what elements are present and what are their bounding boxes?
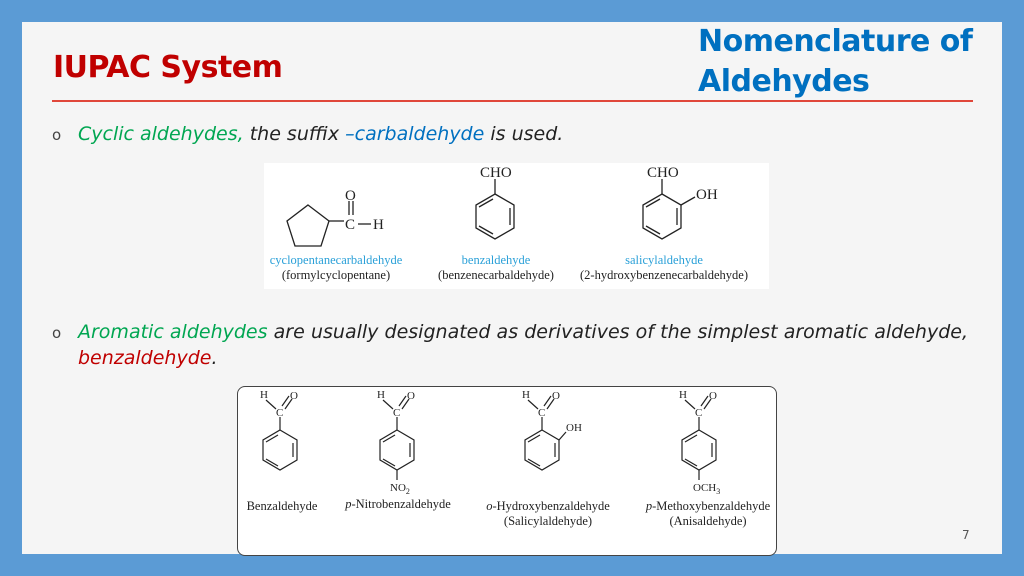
benzaldehyde-ring [263,430,297,470]
compound-name: cyclopentanecarbaldehyde [269,253,403,267]
compound-alt-name: (2-hydroxybenzenecarbaldehyde) [580,268,748,282]
cyclic-aldehydes-figure [264,163,769,289]
compound-alt-name: (Salicylaldehyde) [503,514,593,528]
compound-name: p-Nitrobenzaldehyde [345,497,451,511]
title-divider [52,100,973,102]
bullet-cyclic-aldehydes [52,123,563,145]
bullet-marker: o [52,324,62,342]
compound-alt-name: (formylcyclopentane) [281,268,391,282]
cyclopentane-ring [287,205,329,246]
methoxybenzaldehyde-ring [682,430,716,470]
slide [22,22,1002,554]
compound-name: o-Hydroxybenzaldehyde [486,499,610,513]
cyclic-aldehydes-structures [264,163,769,289]
atom-label: O [552,390,560,402]
bullet-text: are usually designated as derivatives of the simplest aromatic aldehyde, [267,321,968,343]
atom-label: OH [566,422,582,434]
atom-label: C [393,407,401,419]
term-aromatic-aldehydes: Aromatic aldehydes [78,321,268,343]
term-benzaldehyde: benzaldehyde [78,347,212,369]
hydroxybenzaldehyde-ring [525,430,559,470]
atom-label: C [695,407,703,419]
compound-alt-name: (benzenecarbaldehyde) [438,268,554,282]
slide-title-line2: Aldehydes [698,64,870,99]
atom-label: C [345,217,356,233]
compound-name: benzaldehyde [461,253,531,267]
section-title: IUPAC System [53,50,283,85]
atom-label: OH [696,187,718,203]
compound-name: salicylaldehyde [625,253,703,267]
slide-title [698,22,998,102]
atom-label: H [522,389,530,401]
compound-alt-name: (Anisaldehyde) [669,514,747,528]
compound-name: Benzaldehyde [246,499,318,513]
suffix-term: –carbaldehyde [345,123,485,145]
atom-label: $OCH_3$ [693,482,721,496]
bullet-text: the suffix [243,123,346,145]
atom-label: O [345,188,356,204]
compound-name: p-Methoxybenzaldehyde [645,499,771,513]
nitrobenzaldehyde-ring [380,430,414,470]
atom-label: C [538,407,546,419]
benzaldehyde-ring [476,194,514,239]
page-number: 7 [962,528,970,542]
salicylaldehyde-ring [643,194,681,239]
atom-label: H [260,389,268,401]
bullet-aromatic-aldehydes [52,319,972,369]
atom-label: CHO [480,165,512,181]
atom-label: CHO [647,165,679,181]
atom-label: H [679,389,687,401]
atom-label: O [290,390,298,402]
slide-title-line1: Nomenclature of [698,24,973,59]
term-cyclic-aldehydes: Cyclic aldehydes, [78,123,244,145]
atom-label: H [373,217,384,233]
atom-label: C [276,407,284,419]
bullet-marker: o [52,126,62,144]
atom-label: H [377,389,385,401]
aromatic-aldehydes-figure [237,386,777,556]
atom-label: O [709,390,717,402]
aromatic-aldehydes-structures [238,387,776,555]
bullet-text-end: . [211,347,218,369]
bullet-text-end: is used. [484,123,564,145]
atom-label: $NO_2$ [390,482,410,496]
atom-label: O [407,390,415,402]
